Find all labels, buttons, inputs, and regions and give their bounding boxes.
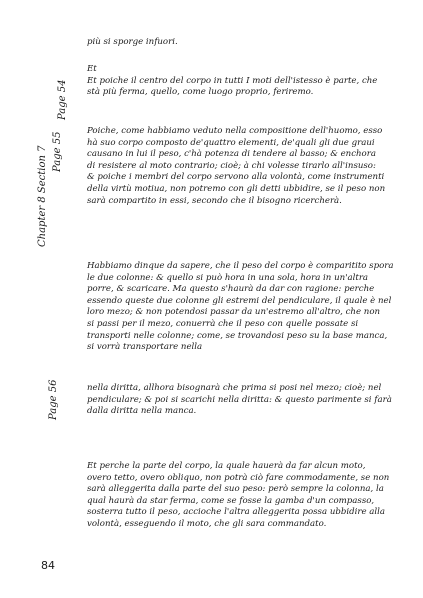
text-line: Et	[87, 64, 97, 74]
paragraph-3	[87, 261, 394, 354]
margin-note-page-56: Page 56	[48, 379, 59, 420]
text-line: Et poiche il centro del corpo in tutti I moti dell'istesso è parte, che	[87, 75, 378, 86]
text-line: sosterra tutto il peso, accioche l'altra alleggerita possa ubbidire alla	[87, 507, 386, 518]
text-line: essendo queste due colonne gli estremi del pendiculare, il quale è nel	[87, 295, 392, 306]
text-line: transporti nelle colonne; come, se trovandosi peso su la base manca,	[87, 330, 388, 341]
text-line: di resistere al moto contrario; cioè; à chi volesse tirarlo all'insuso:	[87, 160, 376, 171]
text-line: stà più ferma, quello, come luogo proprio, feriremo.	[87, 87, 314, 98]
text-line: sarà alleggerita dalla parte del suo peso: però sempre la colonna, la	[87, 484, 384, 495]
text-line: Poiche, come habbiamo veduto nella compositione dell'huomo, esso	[87, 126, 383, 136]
top-fragment: più si sporge infuori.	[87, 37, 178, 47]
paragraph-5	[87, 461, 390, 531]
text-line: overo tetto, overo obliquo, non potrà ciò fare commodamente, se non	[87, 472, 390, 483]
text-line: pendiculare; & poi si scarichi nella diritta: & questo parimente si farà	[87, 394, 392, 405]
text-line: sarà compartito in essi, secondo che il bisogno ricercherà.	[87, 195, 342, 206]
text-line: le due colonne: & quello si può hora in una sola, hora in un'altra	[87, 272, 369, 283]
text-line: volontà, esseguendo il moto, che gli sara commandato.	[87, 518, 327, 529]
text-line: & poiche i membri del corpo servono alla volontà, come instrumenti	[87, 172, 385, 183]
paragraph-2	[87, 126, 386, 207]
text-line: nella diritta, allhora bisognarà che prima si posi nel mezo; cioè; nel	[87, 383, 382, 393]
text-line: Et perche la parte del corpo, la quale hauerà da far alcun moto,	[87, 461, 366, 471]
paragraph-4	[87, 383, 392, 418]
margin-note-page-55: Page 55	[52, 131, 63, 172]
text-line: causano in lui il peso, c'hà potenza di tendere al basso; & enchora	[87, 149, 376, 160]
page-number: 84	[41, 559, 55, 572]
text-line: qual haurà da star ferma, come se fosse la gamba d'un compasso,	[87, 495, 375, 506]
text-line: si passi per il mezo, conuerrà che il peso con quelle possate si	[87, 318, 359, 329]
text-line: hà suo corpo composto de'quattro elementi, de'quali gli due graui	[87, 137, 375, 148]
text-line: della virtù motiua, non potremo con gli detti ubbidire, se il peso non	[87, 183, 386, 194]
paragraph-1	[87, 64, 378, 99]
margin-note-page-54: Page 54	[57, 79, 68, 120]
text-line: si vorrà transportare nella	[87, 342, 203, 353]
text-line: loro mezo; & non potendosi passar da un'estremo all'altro, che non	[87, 307, 381, 318]
text-line: porre, & scaricare. Ma questo s'haurà da dar con ragione: perche	[87, 284, 375, 295]
text-line: Habbiamo dinque da sapere, che il peso del corpo è comparitito spora	[87, 261, 394, 271]
margin-note-chapter: Chapter 8 Section 7	[37, 145, 48, 247]
text-line: dalla diritta nella manca.	[87, 406, 197, 417]
